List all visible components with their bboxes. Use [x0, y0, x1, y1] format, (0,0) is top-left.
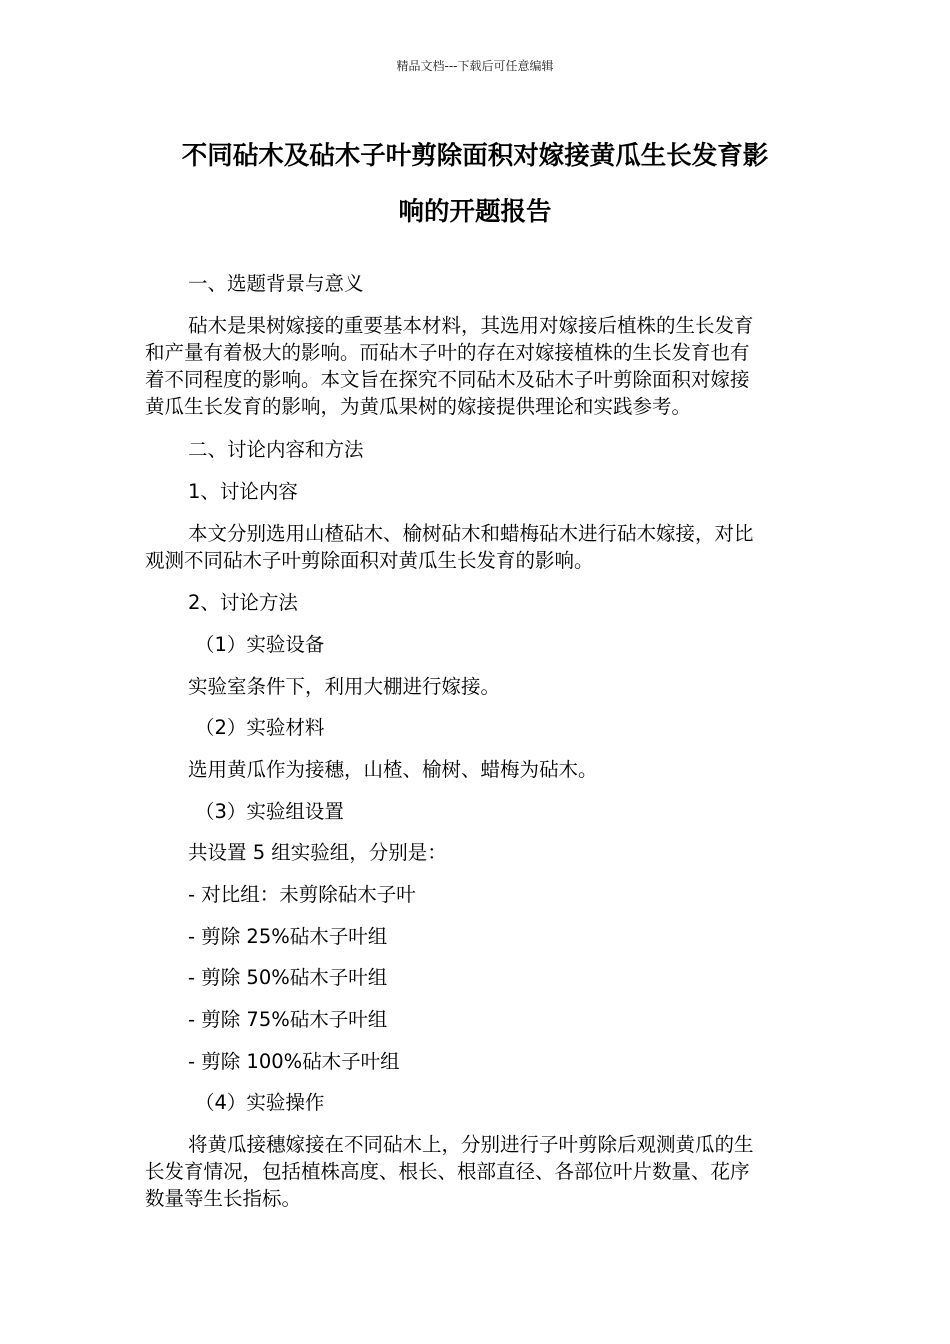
document-title-line-1: 不同砧木及砧木子叶剪除面积对嫁接黄瓜生长发育影	[181, 141, 769, 171]
equipment-heading: （1）实验设备	[195, 633, 325, 656]
group-list-item: - 剪除 75%砧木子叶组	[188, 1008, 388, 1031]
content-paragraph-line: 本文分别选用山楂砧木、榆树砧木和蜡梅砧木进行砧木嫁接，对比	[188, 522, 754, 545]
section-1-heading: 一、选题背景与意义	[188, 272, 364, 295]
operation-heading: （4）实验操作	[195, 1091, 325, 1114]
group-list-item: - 对比组：未剪除砧木子叶	[188, 883, 416, 906]
subsection-content-heading: 1、讨论内容	[188, 480, 298, 503]
group-heading: （3）实验组设置	[195, 800, 344, 823]
section-1-paragraph-line: 着不同程度的影响。本文旨在探究不同砧木及砧木子叶剪除面积对嫁接	[145, 368, 750, 391]
equipment-text: 实验室条件下，利用大棚进行嫁接。	[188, 675, 501, 698]
section-1-paragraph-line: 和产量有着极大的影响。而砧木子叶的存在对嫁接植株的生长发育也有	[145, 341, 750, 364]
operation-paragraph-line: 长发育情况，包括植株高度、根长、根部直径、各部位叶片数量、花序	[145, 1160, 750, 1183]
page-header: 精品文档---下载后可任意编辑	[396, 59, 554, 73]
operation-paragraph-line: 数量等生长指标。	[145, 1187, 302, 1210]
group-text: 共设置 5 组实验组，分别是：	[188, 841, 447, 864]
document-title-line-2: 响的开题报告	[398, 197, 552, 227]
section-1-paragraph-line: 砧木是果树嫁接的重要基本材料，其选用对嫁接后植株的生长发育	[188, 314, 754, 337]
group-list-item: - 剪除 25%砧木子叶组	[188, 925, 388, 948]
content-paragraph-line: 观测不同砧木子叶剪除面积对黄瓜生长发育的影响。	[145, 549, 594, 572]
section-1-paragraph-line: 黄瓜生长发育的影响，为黄瓜果树的嫁接提供理论和实践参考。	[145, 395, 692, 418]
group-list-item: - 剪除 100%砧木子叶组	[188, 1050, 400, 1073]
material-heading: （2）实验材料	[195, 716, 325, 739]
material-text: 选用黄瓜作为接穗，山楂、榆树、蜡梅为砧木。	[188, 758, 598, 781]
section-2-heading: 二、讨论内容和方法	[188, 438, 364, 461]
subsection-method-heading: 2、讨论方法	[188, 591, 298, 614]
group-list-item: - 剪除 50%砧木子叶组	[188, 966, 388, 989]
operation-paragraph-line: 将黄瓜接穗嫁接在不同砧木上，分别进行子叶剪除后观测黄瓜的生	[188, 1133, 754, 1156]
